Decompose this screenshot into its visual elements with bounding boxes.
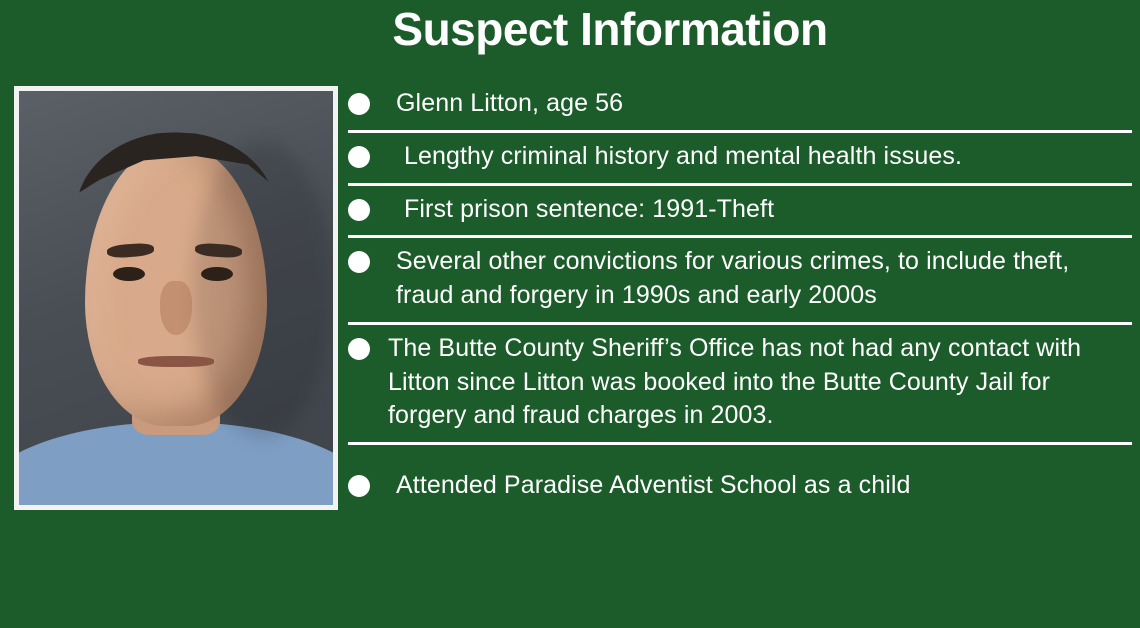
bullet-text: Lengthy criminal history and mental health issues. (404, 141, 963, 170)
bullet-dot-icon (348, 338, 370, 360)
mugshot-nose (160, 281, 191, 335)
bullet-dot-icon (348, 199, 370, 221)
bullet-text: Several other convictions for various crimes, to include theft, fraud and forgery in 1990s and early 2000s (396, 247, 1070, 309)
bullet-text: First prison sentence: 1991-Theft (404, 194, 775, 223)
bullet-list (348, 80, 1132, 512)
bullet-dot-icon (348, 475, 370, 497)
bullet-dot-icon (348, 93, 370, 115)
bullet-text: Attended Paradise Adventist School as a child (396, 471, 911, 499)
list-item (348, 325, 1132, 442)
list-item (348, 445, 1132, 512)
bullet-dot-icon (348, 146, 370, 168)
mugshot-eye-left (113, 267, 144, 281)
list-item (348, 238, 1132, 322)
mugshot-shading (192, 141, 333, 439)
suspect-mugshot-image (19, 91, 333, 505)
list-item (348, 186, 1132, 236)
mugshot-mouth (138, 356, 213, 367)
mugshot-eye-right (201, 267, 232, 281)
bullet-dot-icon (348, 251, 370, 273)
bullet-text: Glenn Litton, age 56 (396, 89, 624, 117)
list-item (348, 80, 1132, 130)
list-item (348, 133, 1132, 183)
page-title: Suspect Information (392, 3, 828, 55)
suspect-photo-frame (14, 86, 338, 510)
bullet-text: The Butte County Sheriff’s Office has not had any contact with Litton since Litton was booked into the Butte County Jail for forgery and fraud charges in 2003. (388, 333, 1082, 430)
